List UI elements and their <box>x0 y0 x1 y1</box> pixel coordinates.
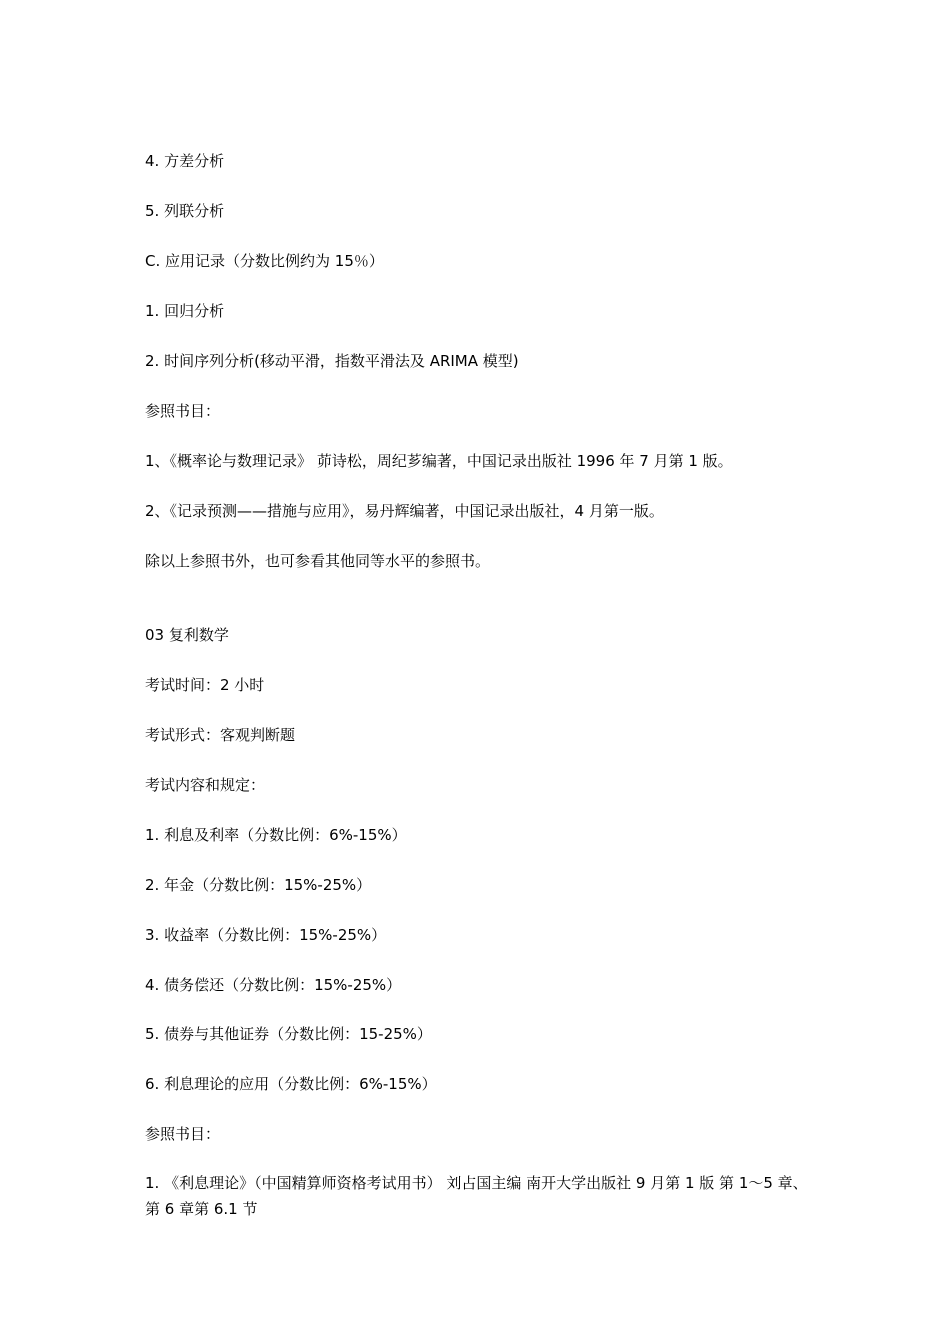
content-item-interest-rate: 1. 利息及利率（分数比例：6%-15%） <box>145 826 407 844</box>
section-item-contingency: 5. 列联分析 <box>145 202 225 220</box>
content-item-yield: 3. 收益率（分数比例：15%-25%） <box>145 926 387 944</box>
exam-content-heading: 考试内容和规定： <box>145 776 266 794</box>
section-item-regression: 1. 回归分析 <box>145 302 225 320</box>
section-title-compound-interest: 03 复利数学 <box>145 626 229 644</box>
content-item-interest-application: 6. 利息理论的应用（分数比例：6%-15%） <box>145 1075 437 1093</box>
reference-item-interest-theory: 1. 《利息理论》（中国精算师资格考试用书） 刘占国主编 南开大学出版社 9 月第 1 版 第 1～5 章、第 6 章第 6.1 节 <box>145 1174 808 1218</box>
references-heading-2: 参照书目： <box>145 1125 221 1143</box>
references-heading: 参照书目： <box>145 402 221 420</box>
section-item-anova: 4. 方差分析 <box>145 152 225 170</box>
exam-duration: 考试时间：2 小时 <box>145 676 265 694</box>
reference-item-2: 2、《记录预测——措施与应用》，易丹辉编著，中国记录出版社，4 月第一版。 <box>145 502 664 520</box>
content-item-bonds: 5. 债券与其他证券（分数比例：15-25%） <box>145 1025 432 1043</box>
section-heading-applied-stats: C. 应用记录（分数比例约为 15％） <box>145 252 384 270</box>
content-item-annuity: 2. 年金（分数比例：15%-25%） <box>145 876 372 894</box>
reference-note: 除以上参照书外，也可参看其他同等水平的参照书。 <box>145 552 491 570</box>
section-item-time-series: 2. 时间序列分析(移动平滑，指数平滑法及 ARIMA 模型) <box>145 352 519 370</box>
exam-format: 考试形式：客观判断题 <box>145 726 296 744</box>
content-item-debt-repayment: 4. 债务偿还（分数比例：15%-25%） <box>145 976 402 994</box>
reference-item-1: 1、《概率论与数理记录》 茆诗松，周纪芗编著，中国记录出版社 1996 年 7 月第 1 版。 <box>145 452 733 470</box>
